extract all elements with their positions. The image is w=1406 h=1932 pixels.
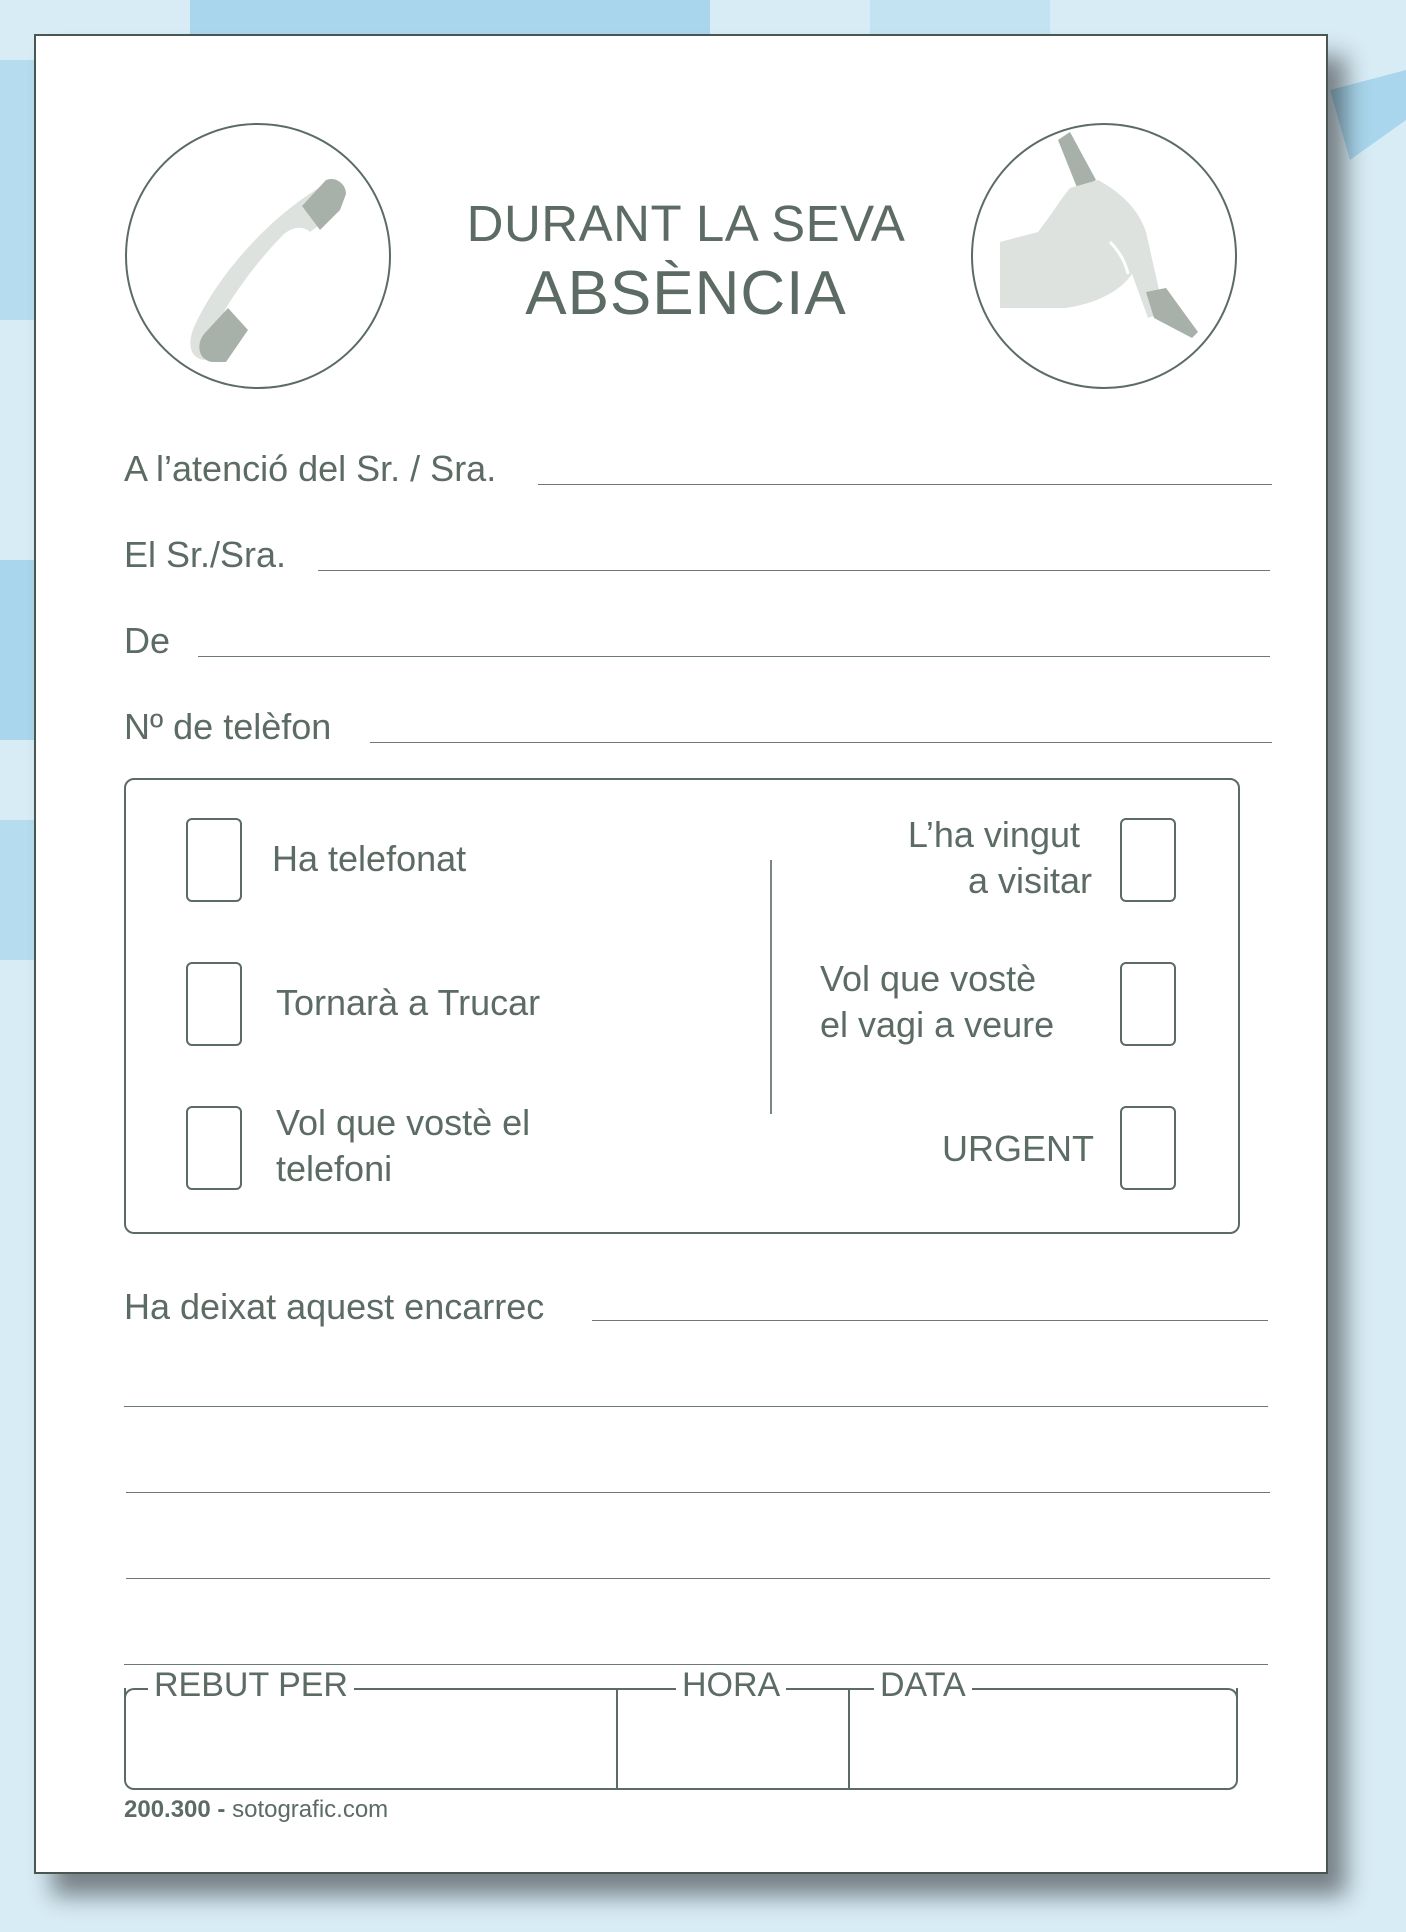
message-line-5[interactable]	[124, 1664, 1268, 1665]
field-line-phone[interactable]	[370, 742, 1272, 743]
time-field[interactable]	[620, 1692, 846, 1786]
telephone-handset-icon	[124, 122, 392, 390]
message-line-4[interactable]	[126, 1578, 1270, 1579]
field-line-caller[interactable]	[318, 570, 1270, 571]
checkbox-urgent[interactable]	[1120, 1106, 1176, 1190]
title-line-1: DURANT LA SEVA	[466, 195, 906, 252]
time-label: HORA	[676, 1666, 786, 1705]
receipt-divider-2	[848, 1688, 850, 1790]
received-by-label: REBUT PER	[148, 1666, 354, 1705]
field-line-from[interactable]	[198, 656, 1270, 657]
title-line-2: ABSÈNCIA	[525, 259, 847, 328]
product-code: 200.300 -	[124, 1796, 226, 1823]
print-credit	[124, 1796, 388, 1824]
option-please-call: Vol que vostè el telefoni	[276, 1102, 531, 1189]
receipt-divider-1	[616, 1688, 618, 1790]
field-line-attention[interactable]	[538, 484, 1272, 485]
date-field[interactable]	[852, 1692, 1234, 1786]
option-urgent: URGENT	[942, 1128, 1094, 1169]
message-label: Ha deixat aquest encarrec	[124, 1286, 545, 1327]
message-line-1[interactable]	[592, 1320, 1268, 1321]
option-wants-visit: Vol que vostè el vagi a veure	[820, 958, 1055, 1045]
checkbox-will-call-back[interactable]	[186, 962, 242, 1046]
field-label-attention: A l’atenció del Sr. / Sra.	[124, 448, 497, 489]
field-label-from: De	[124, 620, 171, 661]
checkbox-wants-visit[interactable]	[1120, 962, 1176, 1046]
option-came-to-visit: L’ha vingut a visitar	[907, 814, 1092, 901]
hand-writing-icon	[970, 122, 1238, 390]
field-label-caller: El Sr./Sra.	[124, 534, 287, 575]
message-line-2[interactable]	[124, 1406, 1268, 1407]
field-label-phone: Nº de telèfon	[124, 706, 332, 747]
printer-site: sotografic.com	[232, 1796, 389, 1823]
checkbox-please-call[interactable]	[186, 1106, 242, 1190]
options-box	[124, 778, 1240, 1234]
received-by-field[interactable]	[128, 1692, 614, 1786]
message-line-3[interactable]	[126, 1492, 1270, 1493]
option-phoned: Ha telefonat	[272, 838, 467, 879]
message-pad	[34, 34, 1328, 1874]
date-label: DATA	[874, 1666, 972, 1705]
checkbox-phoned[interactable]	[186, 818, 242, 902]
checkbox-came-to-visit[interactable]	[1120, 818, 1176, 902]
option-will-call-back: Tornarà a Trucar	[276, 982, 541, 1023]
